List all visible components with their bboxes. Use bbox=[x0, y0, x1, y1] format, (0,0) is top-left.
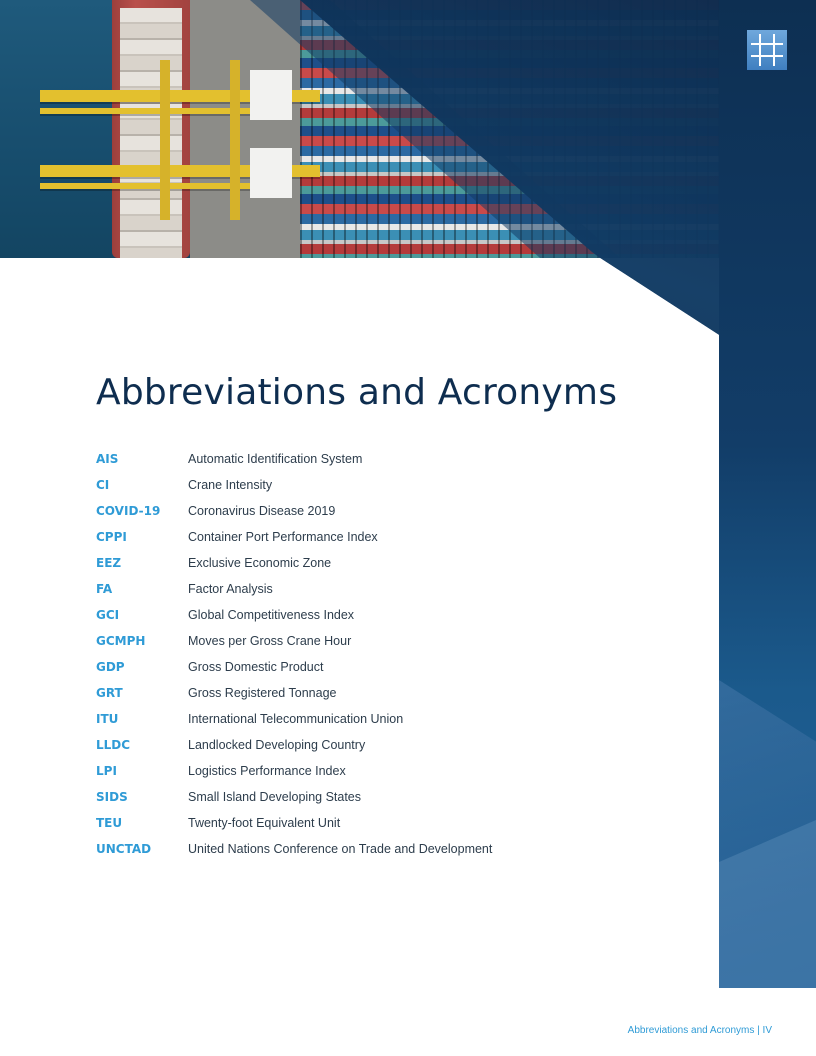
acronym-definition: Moves per Gross Crane Hour bbox=[188, 634, 352, 648]
acronym-row bbox=[96, 784, 696, 810]
acronym-definition: Automatic Identification System bbox=[188, 452, 363, 466]
crane-leg bbox=[230, 60, 240, 150]
acronym-abbreviation: ITU bbox=[96, 712, 119, 726]
acronym-row bbox=[96, 654, 696, 680]
acronym-definition: Global Competitiveness Index bbox=[188, 608, 355, 622]
acronym-definition: International Telecommunication Union bbox=[188, 712, 404, 726]
crane-cab bbox=[250, 148, 292, 198]
page-title: Abbreviations and Acronyms bbox=[96, 372, 618, 413]
ship-cargo bbox=[120, 8, 182, 258]
acronym-row bbox=[96, 576, 696, 602]
acronym-definition: Crane Intensity bbox=[188, 478, 273, 492]
acronym-list bbox=[96, 446, 696, 862]
crane-leg bbox=[230, 140, 240, 220]
acronym-abbreviation: GCMPH bbox=[96, 634, 146, 648]
building-logo-icon bbox=[747, 30, 787, 70]
acronym-definition: Gross Registered Tonnage bbox=[188, 686, 337, 700]
crane-leg bbox=[160, 140, 170, 220]
acronym-definition: Logistics Performance Index bbox=[188, 764, 346, 778]
page-footer: Abbreviations and Acronyms | IV bbox=[627, 1025, 772, 1036]
acronym-abbreviation: COVID-19 bbox=[96, 504, 161, 518]
acronym-abbreviation: AIS bbox=[96, 452, 119, 466]
acronym-row bbox=[96, 706, 696, 732]
acronym-row bbox=[96, 810, 696, 836]
side-stripe bbox=[719, 0, 816, 988]
acronym-definition: Landlocked Developing Country bbox=[188, 738, 366, 752]
white-diagonal-cut bbox=[0, 258, 719, 335]
acronym-row bbox=[96, 758, 696, 784]
acronym-abbreviation: GDP bbox=[96, 660, 125, 674]
acronym-abbreviation: SIDS bbox=[96, 790, 128, 804]
acronym-abbreviation: LPI bbox=[96, 764, 117, 778]
acronym-row bbox=[96, 836, 696, 862]
acronym-definition: Twenty-foot Equivalent Unit bbox=[188, 816, 341, 830]
crane-leg bbox=[160, 60, 170, 150]
acronym-row bbox=[96, 602, 696, 628]
acronym-row bbox=[96, 498, 696, 524]
acronym-row bbox=[96, 446, 696, 472]
acronym-abbreviation: GRT bbox=[96, 686, 123, 700]
acronym-row bbox=[96, 680, 696, 706]
acronym-definition: Gross Domestic Product bbox=[188, 660, 324, 674]
acronym-definition: Small Island Developing States bbox=[188, 790, 362, 804]
acronym-abbreviation: FA bbox=[96, 582, 113, 596]
acronym-row bbox=[96, 732, 696, 758]
acronym-definition: Container Port Performance Index bbox=[188, 530, 378, 544]
acronym-abbreviation: CPPI bbox=[96, 530, 127, 544]
crane-cab bbox=[250, 70, 292, 120]
acronym-row bbox=[96, 472, 696, 498]
acronym-abbreviation: UNCTAD bbox=[96, 842, 152, 856]
acronym-row bbox=[96, 628, 696, 654]
acronym-abbreviation: CI bbox=[96, 478, 110, 492]
acronym-abbreviation: LLDC bbox=[96, 738, 131, 752]
acronym-abbreviation: EEZ bbox=[96, 556, 122, 570]
acronym-abbreviation: GCI bbox=[96, 608, 120, 622]
acronym-definition: Factor Analysis bbox=[188, 582, 273, 596]
acronym-row bbox=[96, 524, 696, 550]
acronym-abbreviation: TEU bbox=[96, 816, 123, 830]
header-photo bbox=[0, 0, 719, 335]
acronym-definition: United Nations Conference on Trade and Development bbox=[188, 842, 493, 856]
acronym-definition: Exclusive Economic Zone bbox=[188, 556, 332, 570]
acronym-definition: Coronavirus Disease 2019 bbox=[188, 504, 336, 518]
acronym-row bbox=[96, 550, 696, 576]
